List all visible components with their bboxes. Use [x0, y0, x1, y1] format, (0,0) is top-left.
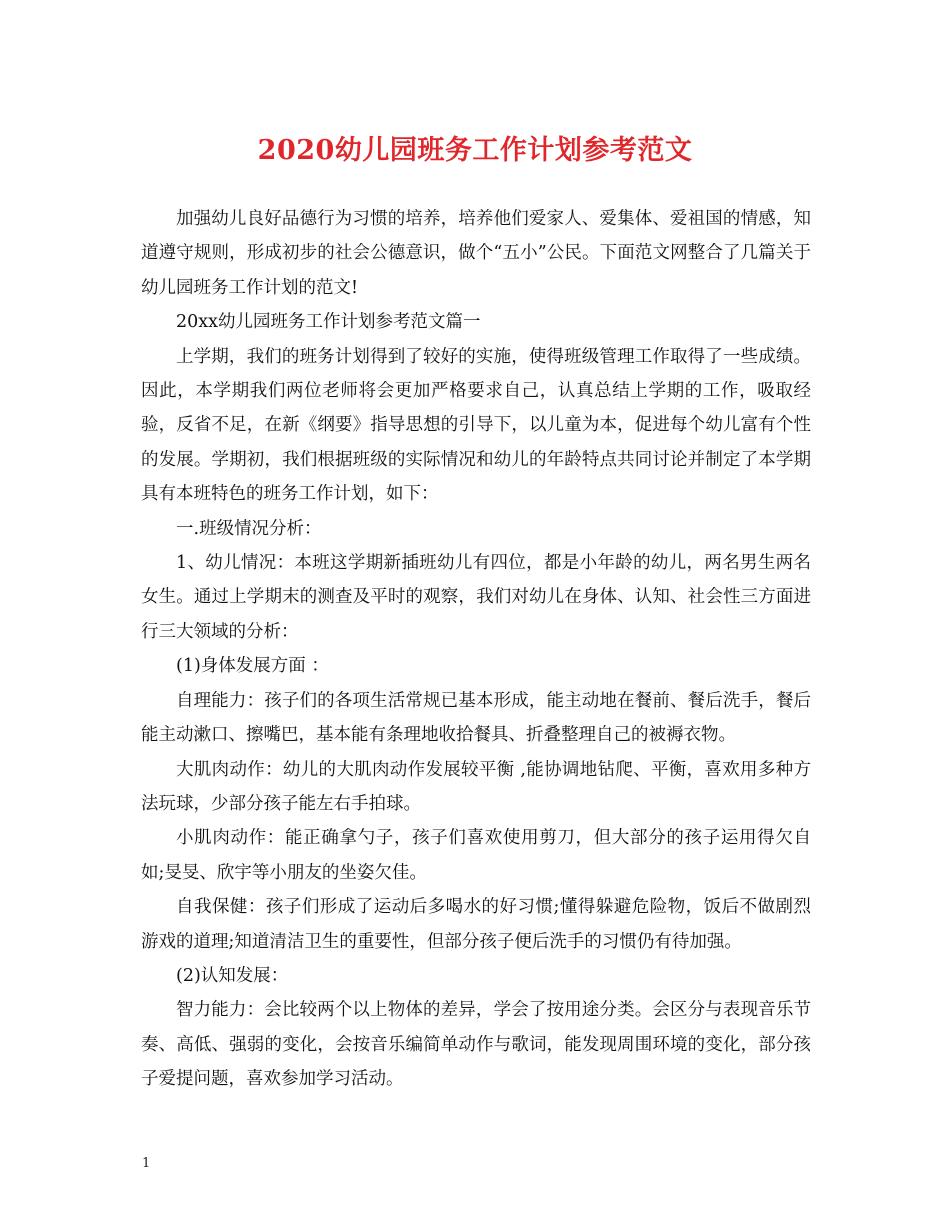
page-number: 1	[142, 1156, 151, 1171]
paragraph: 1、幼儿情况：本班这学期新插班幼儿有四位，都是小年龄的幼儿，两名男生两名女生。通过上学期末的测查及平时的观察，我们对幼儿在身体、认知、社会性三方面进行三大领域的分析：	[141, 553, 811, 642]
paragraph: 自理能力：孩子们的各项生活常规已基本形成，能主动地在餐前、餐后洗手，餐后能主动漱口、擦嘴巴，基本能有条理地收拾餐具、折叠整理自己的被褥衣物。	[141, 690, 811, 746]
paragraph: 20xx幼儿园班务工作计划参考范文篇一	[176, 312, 481, 333]
paragraph: (2)认知发展：	[176, 965, 289, 986]
paragraph: 一.班级情况分析：	[176, 518, 322, 539]
paragraph: 智力能力：会比较两个以上物体的差异，学会了按用途分类。会区分与表现音乐节奏、高低、强弱的变化，会按音乐编简单动作与歌词，能发现周围环境的变化，部分孩子爱提问题，喜欢参加学习活动。	[141, 1000, 811, 1090]
paragraph: 自我保健：孩子们形成了运动后多喝水的好习惯;懂得躲避危险物，饭后不做剧烈游戏的道理;知道清洁卫生的重要性，但部分孩子便后洗手的习惯仍有待加强。	[141, 897, 811, 952]
document-body	[141, 202, 811, 1097]
paragraph: 小肌肉动作：能正确拿勺子，孩子们喜欢使用剪刀，但大部分的孩子运用得欠自如;旻旻、欣宇等小朋友的坐姿欠佳。	[141, 828, 811, 883]
paragraph: 加强幼儿良好品德行为习惯的培养，培养他们爱家人、爱集体、爱祖国的情感，知道遵守规则，形成初步的社会公德意识，做个“五小”公民。下面范文网整合了几篇关于幼儿园班务工作计划的范文!	[141, 209, 811, 298]
paragraph: 上学期，我们的班务计划得到了较好的实施，使得班级管理工作取得了一些成绩。因此，本学期我们两位老师将会更加严格要求自己，认真总结上学期的工作，吸取经验，反省不足，在新《纲要》指导思想的引导下，以儿童为本，促进每个幼儿富有个性的发展。学期初，我们根据班级的实际情况和幼儿的年龄特点共同讨论并制定了本学期具有本班特色的班务工作计划，如下：	[141, 346, 811, 505]
paragraph: 大肌肉动作：幼儿的大肌肉动作发展较平衡 ,能协调地钻爬、平衡，喜欢用多种方法玩球，少部分孩子能左右手拍球。	[141, 759, 811, 814]
paragraph: (1)身体发展方面 ：	[176, 656, 329, 677]
document-title: 2020幼儿园班务工作计划参考范文	[257, 135, 693, 166]
